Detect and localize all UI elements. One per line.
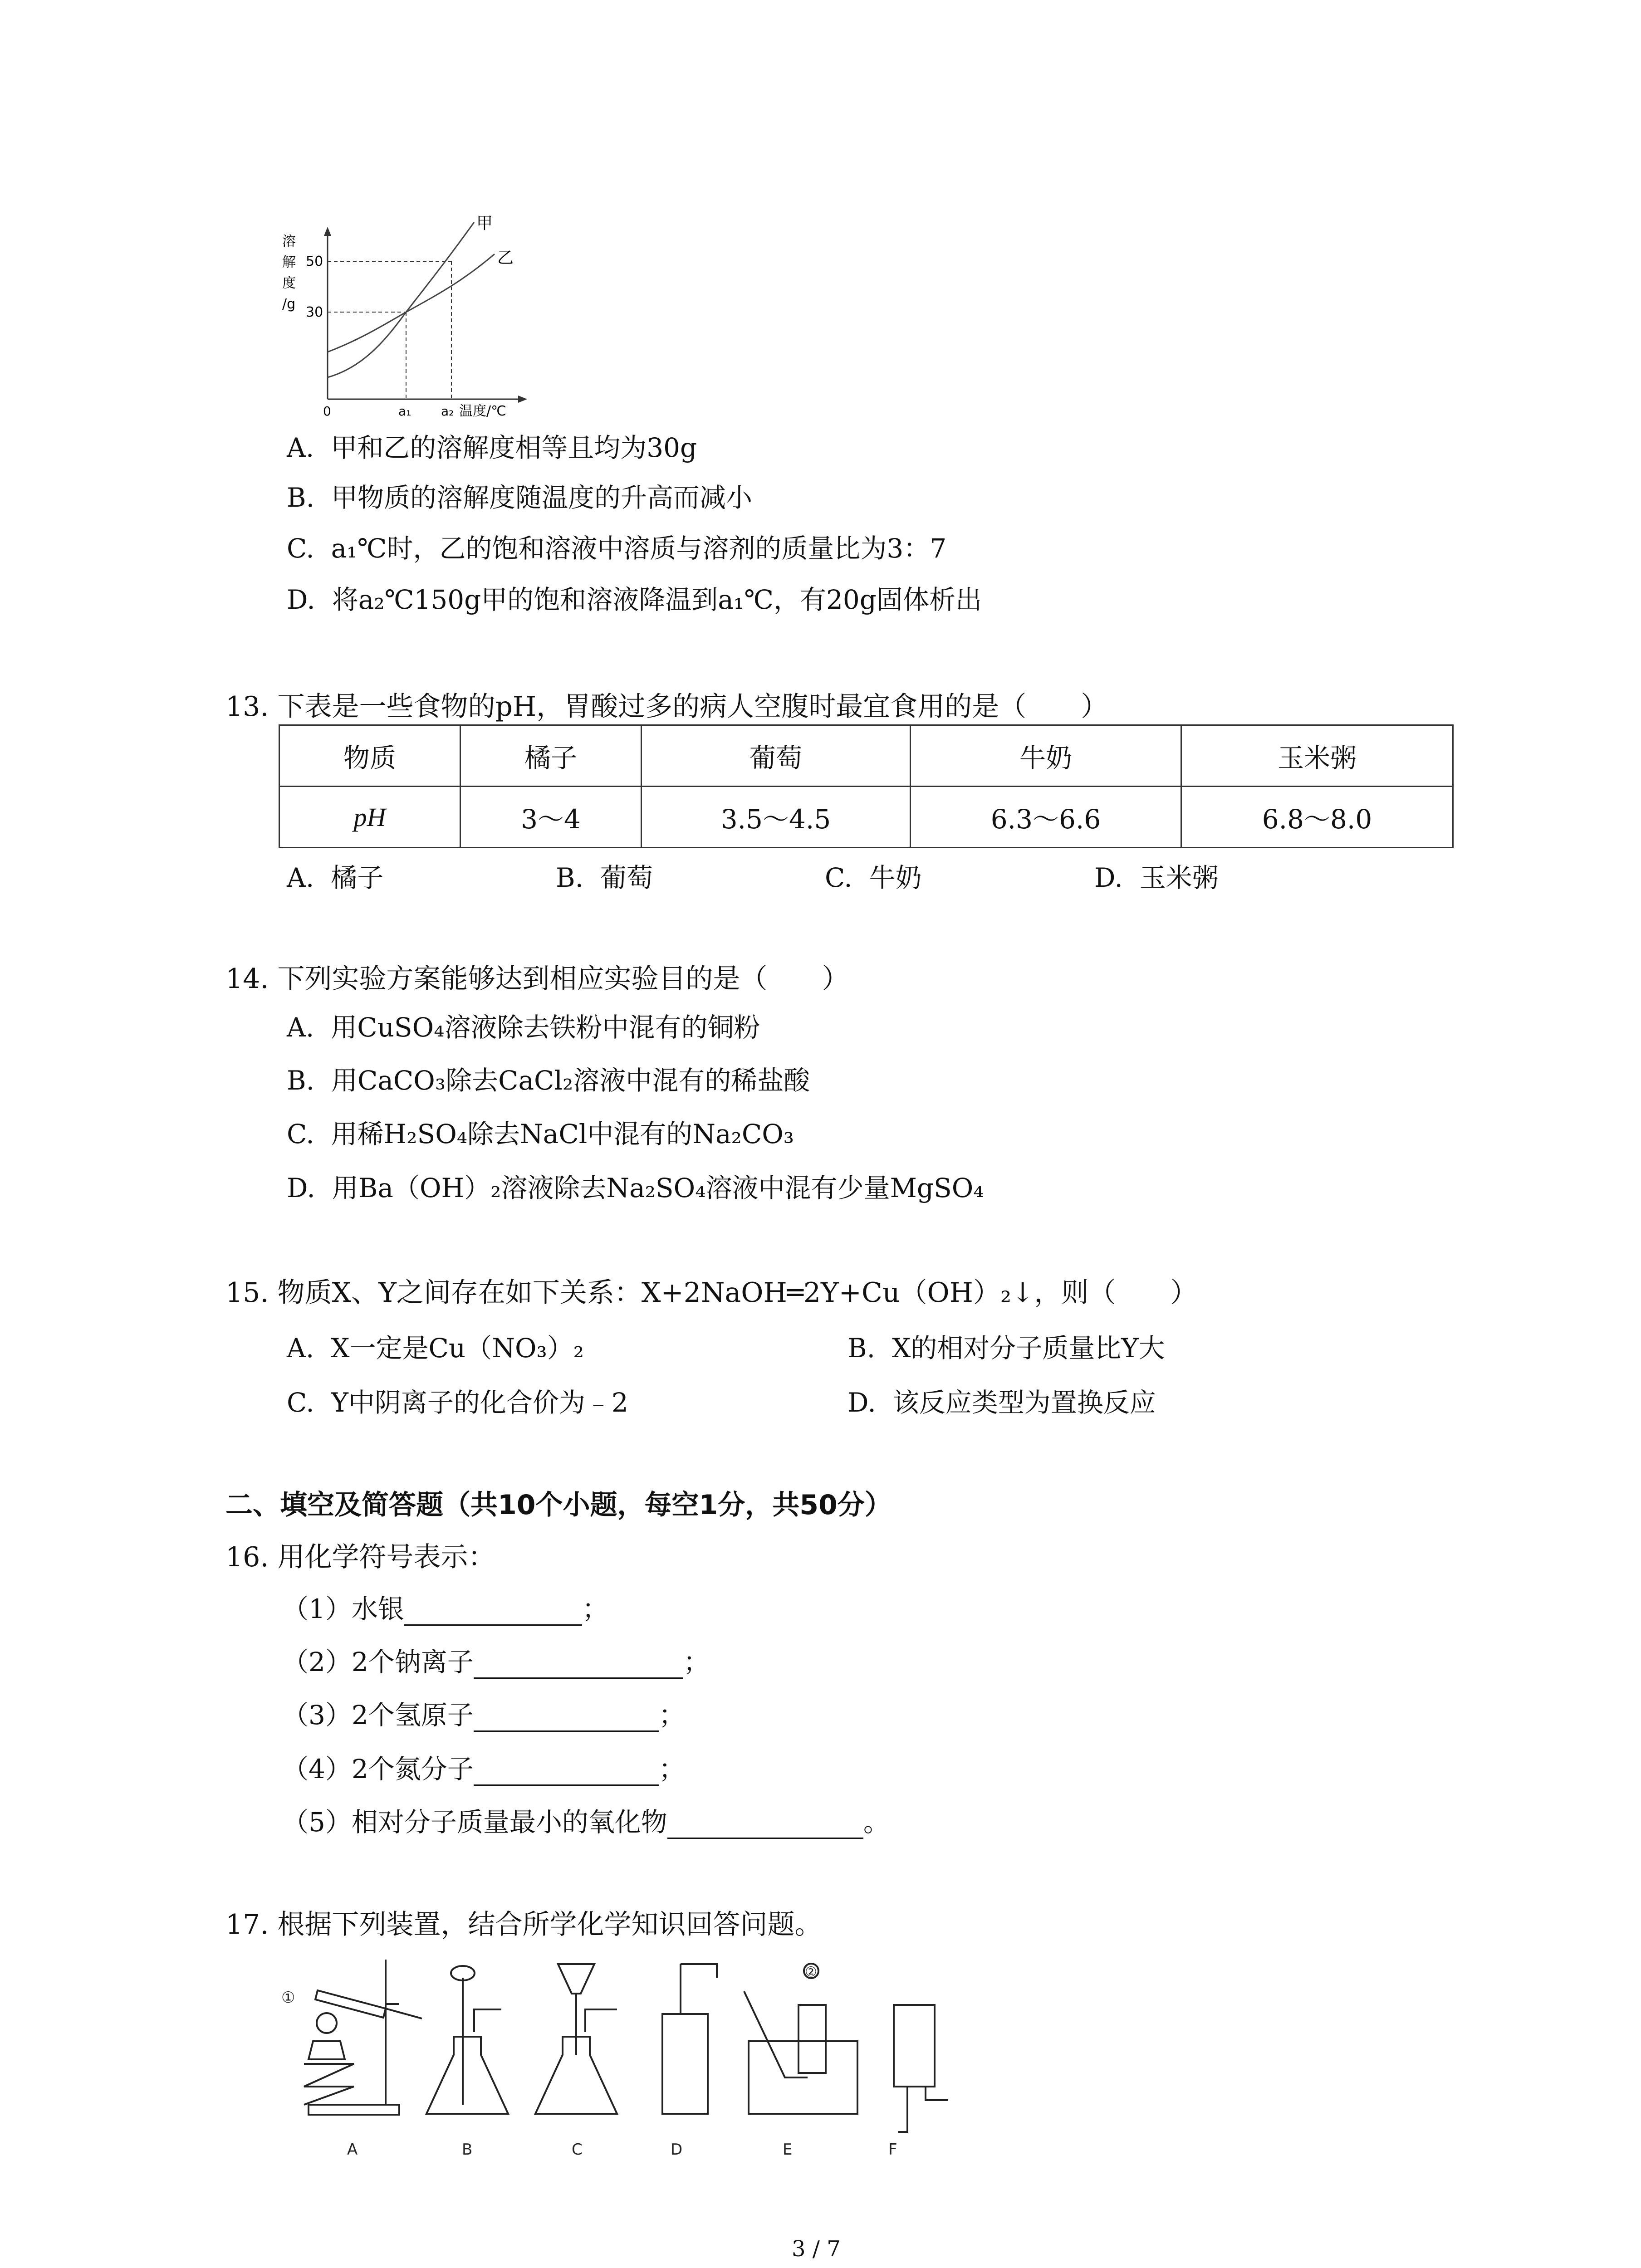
- funnel-c: [558, 1964, 594, 1994]
- ph-symbol: pH: [353, 802, 386, 832]
- item-label: （5）相对分子质量最小的氧化物: [282, 1807, 667, 1838]
- chart-ylabel-4: /g: [282, 296, 296, 312]
- item-end: ；: [658, 1700, 685, 1730]
- option-letter: B.: [287, 1065, 315, 1096]
- label-c: C: [572, 2141, 583, 2159]
- option-text: 用稀H₂SO₄除去NaCl中混有的Na₂CO₃: [331, 1119, 794, 1149]
- answer-blank-3[interactable]: [474, 1704, 659, 1732]
- option-text: 用CaCO₃除去CaCl₂溶液中混有的稀盐酸: [331, 1065, 810, 1096]
- q13-option-d[interactable]: [1094, 856, 1219, 894]
- ytick-50: 50: [306, 254, 323, 269]
- option-text: 用Ba（OH）₂溶液除去Na₂SO₄溶液中混有少量MgSO₄: [332, 1173, 984, 1203]
- option-text: a₁℃时，乙的饱和溶液中溶质与溶剂的质量比为3：7: [331, 533, 947, 564]
- table-cell: 6.8～8.0: [1181, 787, 1453, 848]
- q13-stem: 13. 下表是一些食物的pH，胃酸过多的病人空腹时最宜食用的是（ ）: [225, 691, 1108, 723]
- q14-option-c[interactable]: [287, 1113, 794, 1151]
- tube-f: [898, 2087, 948, 2132]
- table-cell: 牛奶: [911, 725, 1181, 787]
- option-text: 该反应类型为置换反应: [892, 1387, 1156, 1418]
- x-axis-arrow: [518, 396, 527, 403]
- delivery-tube-a: [386, 2009, 422, 2019]
- curve-yi: [328, 254, 495, 352]
- q13-option-b[interactable]: [556, 856, 653, 894]
- marker-1: ①: [281, 1989, 295, 2007]
- tube-b: [474, 2009, 501, 2032]
- lamp-stand: [304, 2064, 354, 2105]
- option-text: 甲物质的溶解度随温度的升高而减小: [331, 482, 752, 513]
- option-letter: B.: [847, 1333, 876, 1364]
- option-text: X的相对分子质量比Y大: [892, 1333, 1165, 1364]
- table-cell: 6.3～6.6: [911, 787, 1181, 848]
- option-text: 橘子: [331, 862, 384, 893]
- lamp-wick: [317, 2013, 337, 2033]
- label-b: B: [462, 2141, 473, 2159]
- option-letter: A.: [287, 862, 314, 893]
- answer-blank-4[interactable]: [474, 1758, 659, 1786]
- chart-ylabel-2: 解: [282, 254, 296, 270]
- ph-table: [279, 724, 1454, 848]
- option-text: 甲和乙的溶解度相等且均为30g: [331, 432, 697, 463]
- q13-option-a[interactable]: [287, 856, 383, 894]
- tube-c: [585, 2009, 617, 2032]
- option-letter: B.: [287, 482, 315, 513]
- label-d: D: [671, 2141, 683, 2159]
- option-letter: A.: [287, 1333, 314, 1364]
- chart-xlabel: 温度/℃: [459, 403, 506, 419]
- label-a: A: [347, 2141, 358, 2159]
- label-f: F: [888, 2141, 897, 2159]
- y-axis-arrow: [324, 227, 331, 236]
- option-letter: C.: [287, 1387, 314, 1418]
- q17-stem: 17. 根据下列装置，结合所学化学知识回答问题。: [225, 1909, 822, 1941]
- option-text: X一定是Cu（NO₃）₂: [331, 1333, 584, 1364]
- apparatus-figure: [272, 1950, 962, 2168]
- q15-option-c[interactable]: [287, 1381, 628, 1419]
- xtick-a1: a₁: [398, 404, 411, 419]
- label-e: E: [783, 2141, 793, 2159]
- q16-item-2: [282, 1641, 710, 1679]
- q15-stem: 15. 物质X、Y之间存在如下关系：X+2NaOH═2Y+Cu（OH）₂↓，则（ ）: [225, 1277, 1198, 1309]
- q14-option-d[interactable]: [287, 1167, 984, 1205]
- q16-item-1: [282, 1588, 608, 1626]
- lamp: [309, 2041, 345, 2059]
- chart-ylabel-3: 度: [282, 275, 296, 291]
- q15-option-b[interactable]: [847, 1327, 1165, 1365]
- option-text: 将a₂℃150g甲的饱和溶液降温到a₁℃，有20g固体析出: [332, 584, 982, 615]
- option-text: 玉米粥: [1139, 862, 1219, 893]
- option-text: Y中阴离子的化合价为﹣2: [331, 1387, 628, 1418]
- option-text: 牛奶: [869, 862, 922, 893]
- marker-2: ②: [805, 1964, 817, 1980]
- item-end: ；: [658, 1754, 685, 1784]
- answer-blank-1[interactable]: [404, 1598, 582, 1626]
- option-letter: A.: [287, 432, 314, 463]
- chart-ylabel-1: 溶: [282, 234, 296, 249]
- option-letter: C.: [287, 533, 314, 564]
- answer-blank-5[interactable]: [667, 1811, 863, 1839]
- label-jia: 甲: [476, 214, 493, 233]
- ytick-30: 30: [306, 304, 323, 320]
- tube-d: [681, 1964, 717, 2014]
- q12-option-b[interactable]: [287, 476, 752, 514]
- answer-blank-2[interactable]: [474, 1651, 683, 1679]
- table-row: [279, 787, 1453, 848]
- q14-option-b[interactable]: [287, 1059, 810, 1097]
- label-yi: 乙: [497, 249, 514, 267]
- q15-option-d[interactable]: [847, 1381, 1156, 1419]
- xtick-a2: a₂: [441, 404, 454, 419]
- table-cell: 玉米粥: [1181, 725, 1453, 787]
- section-heading: 二、填空及简答题（共10个小题，每空1分，共50分）: [225, 1489, 892, 1521]
- curve-jia: [328, 222, 474, 377]
- item-label: （3）2个氢原子: [282, 1700, 474, 1730]
- solubility-chart: [272, 213, 535, 422]
- option-letter: D.: [847, 1387, 876, 1418]
- bottle-f: [894, 2005, 935, 2087]
- item-label: （1）水银: [282, 1593, 404, 1624]
- option-letter: C.: [825, 862, 852, 893]
- q12-option-c[interactable]: [287, 527, 946, 565]
- option-letter: D.: [287, 584, 315, 615]
- table-cell: 葡萄: [642, 725, 911, 787]
- q13-option-c[interactable]: [825, 856, 922, 894]
- table-cell: [279, 787, 460, 848]
- option-letter: C.: [287, 1119, 314, 1149]
- q14-option-a[interactable]: [287, 1006, 760, 1044]
- flask-b: [426, 2037, 508, 2114]
- q12-option-d[interactable]: [287, 578, 982, 616]
- collect-bottle-e: [798, 2005, 826, 2073]
- stand-base: [309, 2105, 399, 2115]
- page-number: 3 / 7: [792, 2236, 841, 2262]
- q14-stem: 14. 下列实验方案能够达到相应实验目的是（ ）: [225, 963, 849, 995]
- option-letter: D.: [1094, 862, 1123, 893]
- option-text: 用CuSO₄溶液除去铁粉中混有的铜粉: [331, 1012, 760, 1043]
- table-row: [279, 725, 1453, 787]
- q16-item-4: [282, 1748, 685, 1786]
- q16-item-3: [282, 1694, 685, 1732]
- q15-option-a[interactable]: [287, 1327, 584, 1365]
- table-cell: 物质: [279, 725, 460, 787]
- q16-item-5: [282, 1801, 890, 1839]
- option-letter: D.: [287, 1173, 315, 1203]
- table-cell: 3～4: [460, 787, 642, 848]
- option-letter: B.: [556, 862, 584, 893]
- xtick-0: 0: [323, 404, 331, 419]
- item-end: ；: [683, 1647, 710, 1677]
- q16-stem: 16. 用化学符号表示：: [225, 1541, 495, 1573]
- item-end: ；: [582, 1593, 608, 1624]
- option-text: 葡萄: [600, 862, 653, 893]
- bottle-d: [662, 2014, 708, 2114]
- q12-option-a[interactable]: [287, 426, 697, 464]
- item-end: 。: [863, 1807, 890, 1838]
- table-cell: 橘子: [460, 725, 642, 787]
- item-label: （4）2个氮分子: [282, 1754, 474, 1784]
- table-cell: 3.5～4.5: [642, 787, 911, 848]
- option-letter: A.: [287, 1012, 314, 1043]
- item-label: （2）2个钠离子: [282, 1647, 474, 1677]
